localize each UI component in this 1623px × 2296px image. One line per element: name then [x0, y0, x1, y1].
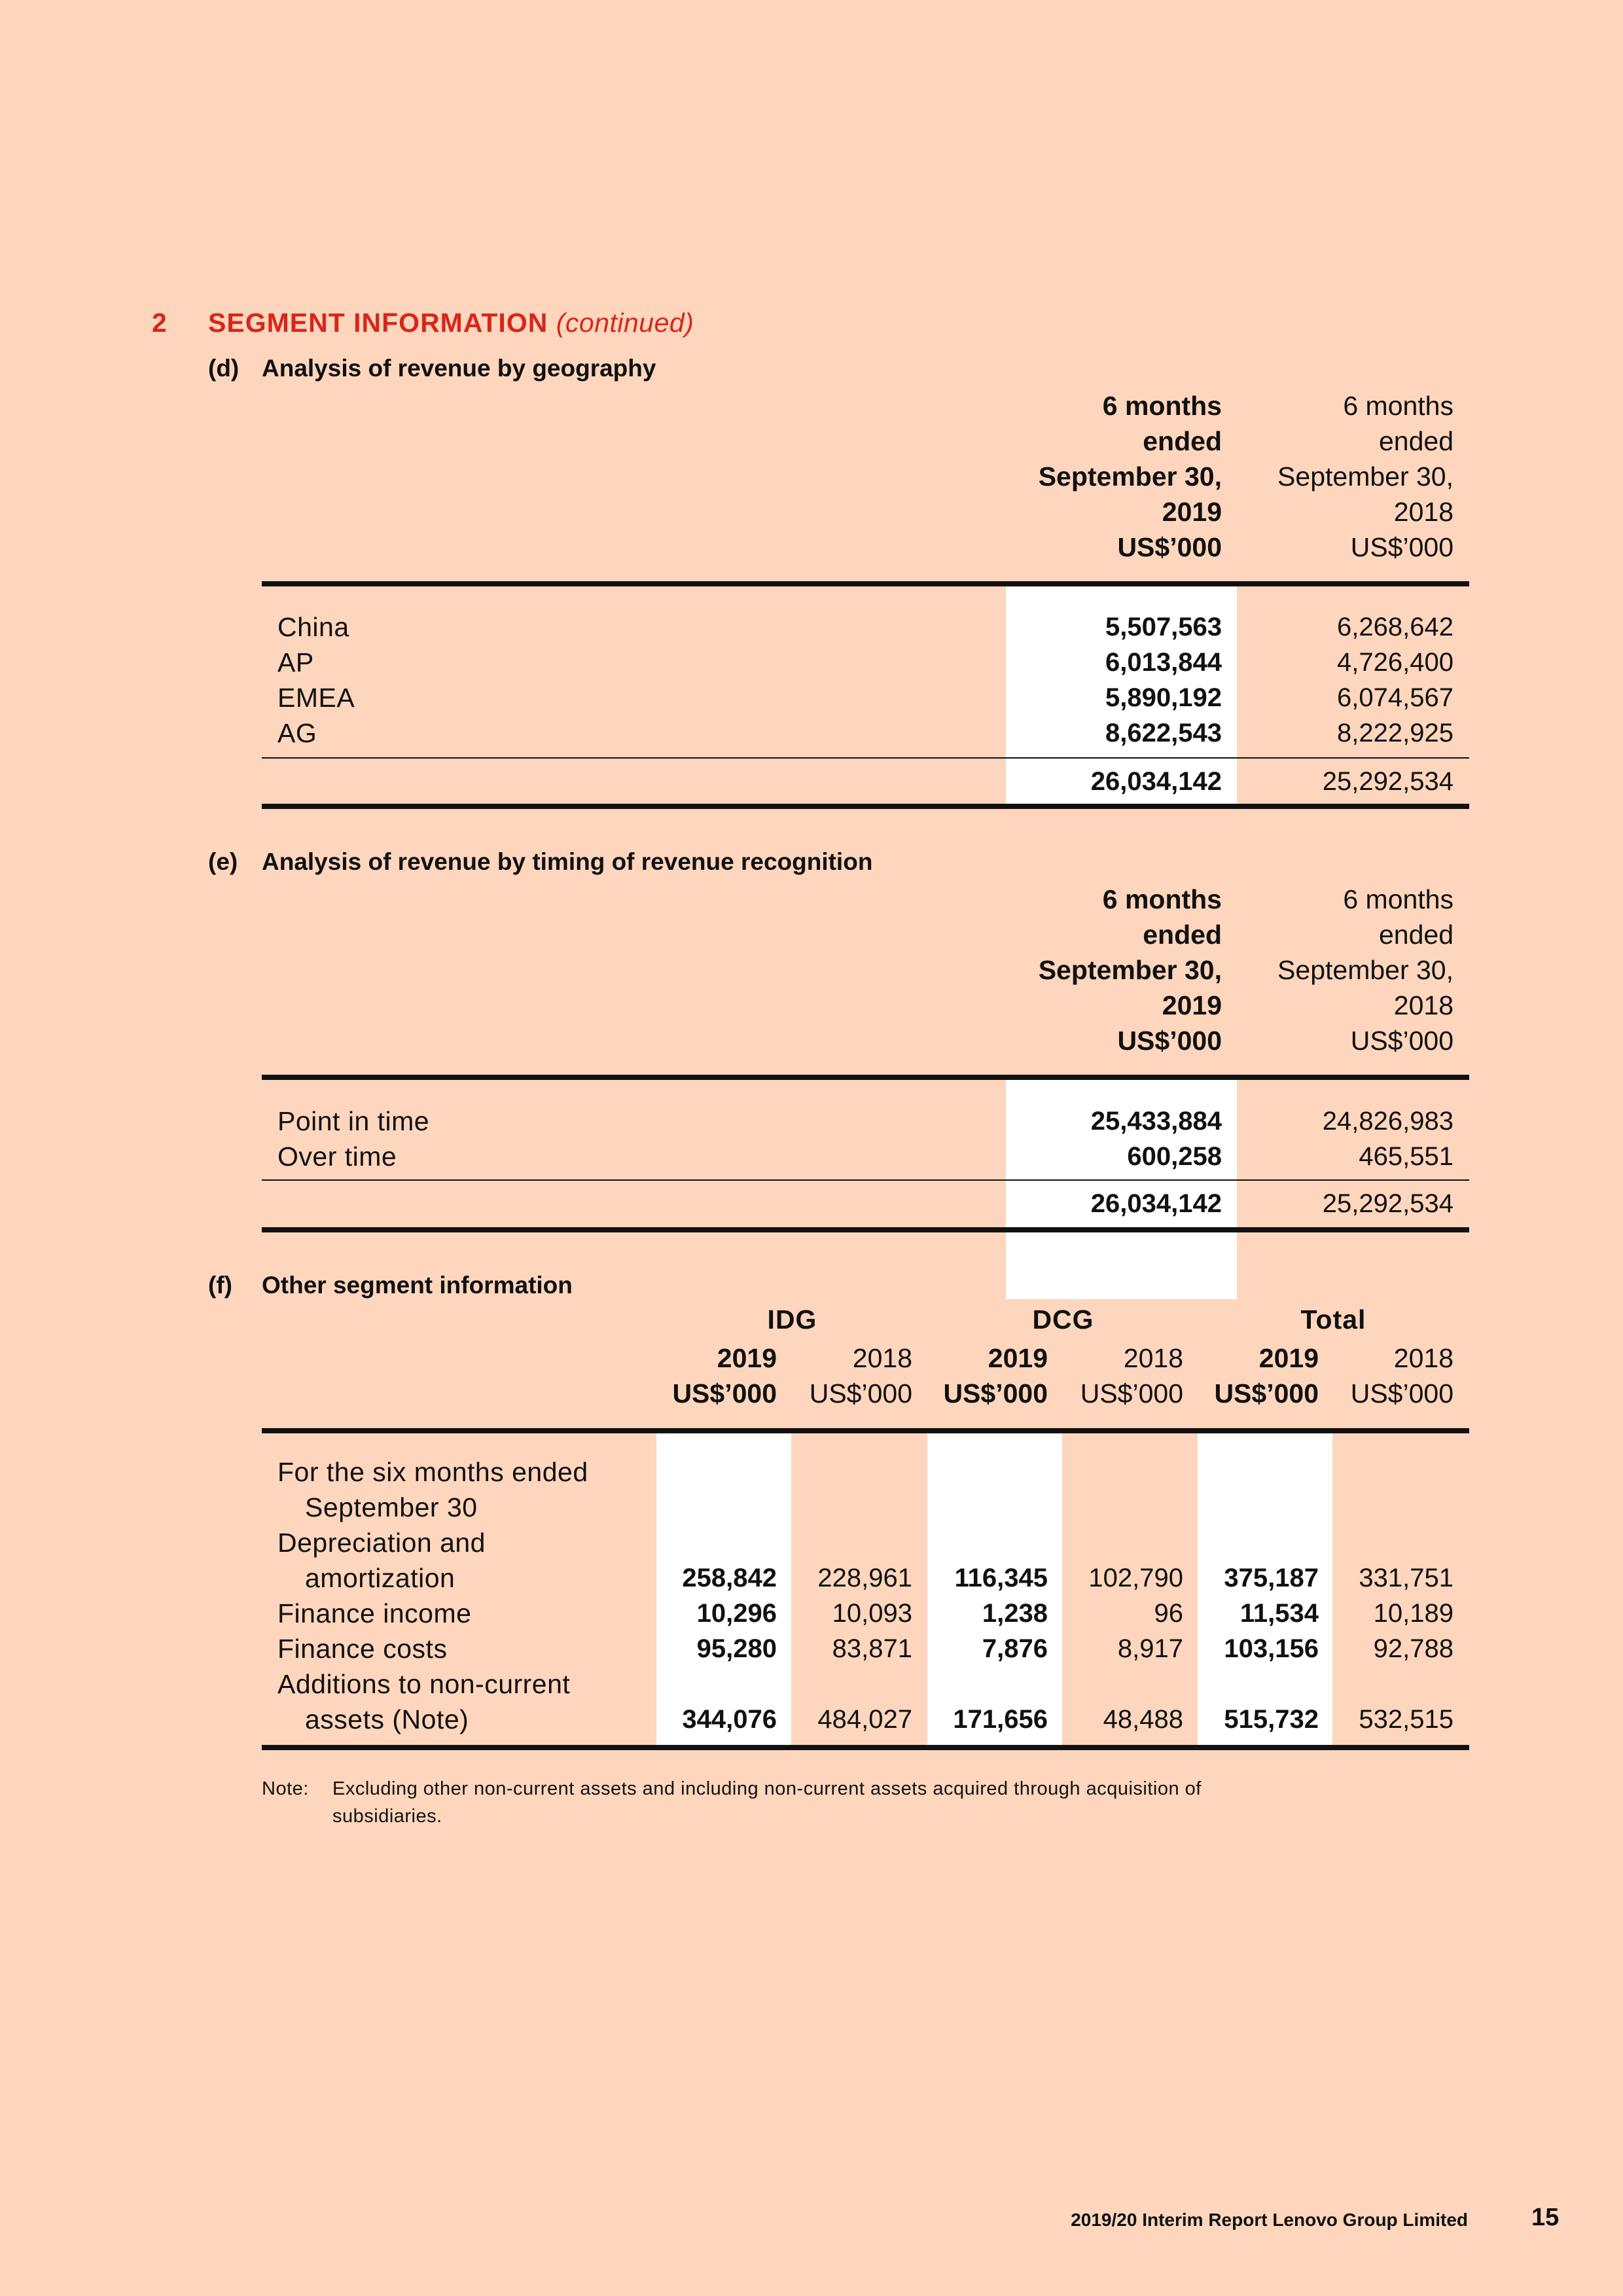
- additions-value: 484,027: [817, 1705, 912, 1734]
- geography-row-label: AP: [277, 647, 314, 677]
- finance-income-value: 96: [1154, 1599, 1183, 1628]
- timing-row-label: Over time: [277, 1141, 397, 1172]
- depreciation-value: 375,187: [1224, 1564, 1319, 1592]
- finance-costs-value: 7,876: [982, 1634, 1048, 1663]
- unit-header: US$’000: [1350, 1378, 1454, 1408]
- year-header: 2019: [988, 1343, 1048, 1373]
- finance-costs-value: 103,156: [1224, 1634, 1319, 1663]
- geography-row-2019: 6,013,844: [1105, 648, 1222, 677]
- timing-row-2019: 25,433,884: [1090, 1107, 1222, 1136]
- geography-row-2018: 8,222,925: [1337, 719, 1454, 747]
- finance-income-value: 11,534: [1240, 1599, 1319, 1628]
- finance-income-value: 10,189: [1373, 1599, 1454, 1628]
- group-header-total: Total: [1300, 1304, 1366, 1335]
- geography-row-label: AG: [277, 718, 317, 748]
- geography-row-2019: 8,622,543: [1105, 719, 1222, 747]
- geography-row-2018: 6,074,567: [1337, 683, 1454, 712]
- additions-value: 48,488: [1103, 1705, 1183, 1734]
- depreciation-value: 258,842: [682, 1564, 777, 1592]
- depreciation-value: 102,790: [1088, 1564, 1183, 1592]
- unit-header: US$’000: [943, 1378, 1048, 1408]
- geography-total-2019: 26,034,142: [1090, 767, 1222, 796]
- other-title: Other segment information: [262, 1272, 573, 1299]
- intro-label-cont: September 30: [305, 1492, 478, 1522]
- timing-total-2018: 25,292,534: [1322, 1189, 1454, 1218]
- other-letter: (f): [208, 1272, 232, 1299]
- geography-row-label: China: [277, 612, 349, 642]
- additions-value: 532,515: [1359, 1705, 1454, 1734]
- other-bottom-rule: [262, 1745, 1469, 1750]
- group-header-idg: IDG: [767, 1304, 817, 1335]
- page-number: 15: [1531, 2204, 1560, 2231]
- section-title: [208, 308, 694, 338]
- finance-income-label: Finance income: [277, 1598, 472, 1628]
- additions-value: 171,656: [953, 1705, 1048, 1734]
- geography-top-rule: [262, 581, 1469, 586]
- section-number: 2: [152, 308, 167, 338]
- finance-income-value: 1,238: [982, 1599, 1048, 1628]
- unit-header: US$’000: [672, 1378, 777, 1408]
- timing-row-2018: 465,551: [1359, 1142, 1454, 1171]
- finance-income-value: 10,093: [832, 1599, 912, 1628]
- finance-costs-value: 92,788: [1373, 1634, 1454, 1663]
- timing-letter: (e): [208, 848, 238, 875]
- timing-row-label: Point in time: [277, 1106, 430, 1136]
- unit-header: US$’000: [809, 1378, 912, 1408]
- geography-bottom-rule: [262, 804, 1469, 809]
- geography-header-2018: 6 months ended September 30, 2018 US$’000: [1277, 391, 1454, 562]
- geography-row-2018: 6,268,642: [1337, 613, 1454, 641]
- geography-row-2019: 5,507,563: [1105, 613, 1222, 641]
- finance-income-value: 10,296: [696, 1599, 777, 1628]
- year-header: 2018: [1393, 1343, 1454, 1373]
- depreciation-label-cont: amortization: [305, 1563, 455, 1593]
- timing-total-2019: 26,034,142: [1090, 1189, 1222, 1218]
- group-header-dcg: DCG: [1032, 1304, 1094, 1335]
- geography-row-2018: 4,726,400: [1337, 648, 1454, 677]
- timing-top-rule: [262, 1075, 1469, 1080]
- year-header: 2019: [717, 1343, 777, 1373]
- timing-header-2019: 6 months ended September 30, 2019 US$’000: [1038, 884, 1222, 1056]
- timing-subtotal-rule: [262, 1179, 1469, 1181]
- year-header: 2018: [852, 1343, 912, 1373]
- note-text-cont: subsidiaries.: [332, 1806, 442, 1827]
- other-top-rule: [262, 1428, 1469, 1433]
- additions-label: Additions to non-current: [277, 1669, 571, 1699]
- timing-row-2018: 24,826,983: [1322, 1107, 1454, 1136]
- intro-label: For the six months ended: [277, 1457, 588, 1487]
- depreciation-value: 228,961: [817, 1564, 912, 1592]
- footer-text: 2019/20 Interim Report Lenovo Group Limited: [1071, 2210, 1468, 2230]
- geography-row-2019: 5,890,192: [1105, 683, 1222, 712]
- geography-letter: (d): [208, 355, 240, 382]
- finance-costs-value: 8,917: [1117, 1634, 1183, 1663]
- depreciation-label: Depreciation and: [277, 1528, 486, 1558]
- additions-value: 515,732: [1224, 1705, 1319, 1734]
- finance-costs-value: 95,280: [696, 1634, 777, 1663]
- geography-subtotal-rule: [262, 757, 1469, 759]
- section-continued: (continued): [556, 308, 694, 338]
- depreciation-value: 331,751: [1359, 1564, 1454, 1592]
- year-header: 2019: [1258, 1343, 1319, 1373]
- geography-header-2019: 6 months ended September 30, 2019 US$’000: [1038, 391, 1222, 562]
- timing-title: Analysis of revenue by timing of revenue recognition: [262, 848, 873, 875]
- timing-header-2018: 6 months ended September 30, 2018 US$’000: [1277, 884, 1454, 1056]
- section-title-text: SEGMENT INFORMATION: [208, 308, 548, 338]
- timing-row-2019: 600,258: [1127, 1142, 1222, 1171]
- geography-row-label: EMEA: [277, 683, 355, 713]
- year-header: 2018: [1123, 1343, 1183, 1373]
- geography-total-2018: 25,292,534: [1322, 767, 1454, 796]
- unit-header: US$’000: [1214, 1378, 1319, 1408]
- note-text: Excluding other non-current assets and including non-current assets acquired through acquisition of: [332, 1778, 1202, 1799]
- depreciation-value: 116,345: [954, 1564, 1048, 1592]
- additions-value: 344,076: [682, 1705, 777, 1734]
- finance-costs-label: Finance costs: [277, 1634, 448, 1664]
- geography-title: Analysis of revenue by geography: [262, 355, 656, 382]
- note-label: Note:: [262, 1778, 309, 1799]
- finance-costs-value: 83,871: [832, 1634, 912, 1663]
- additions-label-cont: assets (Note): [305, 1704, 469, 1734]
- unit-header: US$’000: [1080, 1378, 1183, 1408]
- timing-bottom-rule: [262, 1227, 1469, 1232]
